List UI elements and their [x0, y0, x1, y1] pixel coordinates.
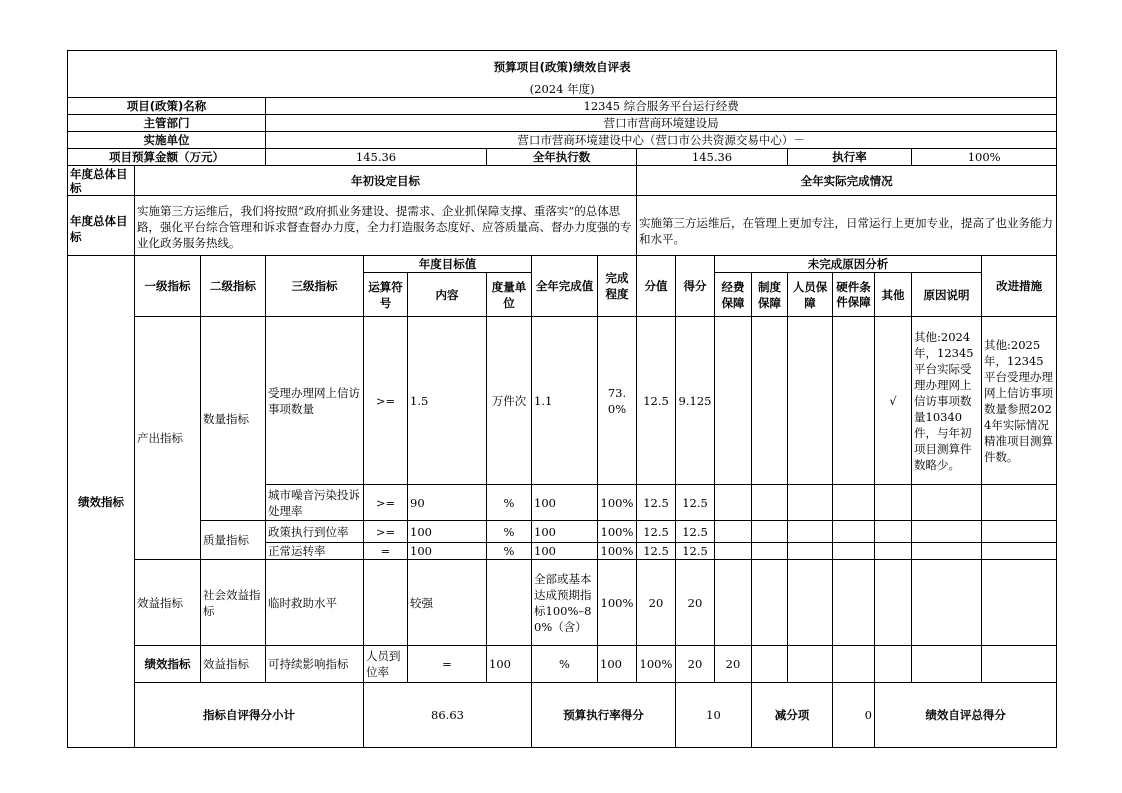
unit-label: 实施单位	[68, 132, 266, 149]
goal-label-short: 年度总体目标	[68, 166, 135, 196]
table-row-operator: >=	[364, 317, 408, 485]
table-row-actual: 1.1	[532, 317, 598, 485]
table-row-content: 100	[487, 646, 532, 683]
score-header: 得分	[676, 256, 715, 317]
rate-label: 执行率	[788, 149, 912, 166]
table-row-value: 12.5	[637, 521, 676, 543]
table-row-reason: 其他:2024年，12345平台实际受理办理网上信访事项数量10340件，与年初项目测算件数略少。	[912, 317, 982, 485]
budget-score-value: 10	[676, 683, 752, 748]
empty-cell	[715, 485, 752, 521]
unit-header: 度量单位	[487, 273, 532, 317]
table-row-value: 12.5	[637, 485, 676, 521]
empty-cell	[875, 646, 912, 683]
table-row-content: 较强	[408, 560, 487, 646]
initial-goal-text: 实施第三方运维后，我们将按照“政府抓业务建设、提需求、企业抓保障支撑、重落实”的总体思路，强化平台综合管理和诉求督查督办力度，全力打造服务态度好、应答质量高、督办力度强的专业化政务服务热线。	[135, 196, 637, 256]
table-row-completion: 73.0%	[598, 317, 637, 485]
empty-cell	[833, 543, 875, 560]
empty-cell	[788, 485, 833, 521]
empty-cell	[912, 560, 982, 646]
project-name-label: 项目(政策)名称	[68, 98, 266, 115]
table-row-content: 100	[408, 543, 487, 560]
actual-goal-header: 全年实际完成情况	[637, 166, 1057, 196]
empty-cell	[982, 560, 1057, 646]
table-row-value: 12.5	[637, 317, 676, 485]
empty-cell	[752, 560, 788, 646]
empty-cell	[982, 543, 1057, 560]
table-row-system	[752, 317, 788, 485]
annual-target-header: 年度目标值	[364, 256, 532, 273]
goal-label: 年度总体目标	[68, 196, 135, 256]
budget-score-label: 预算执行率得分	[532, 683, 676, 748]
empty-cell	[833, 521, 875, 543]
table-row-unit: 万件次	[487, 317, 532, 485]
quality-indicator-label: 质量指标	[201, 521, 266, 560]
budget-value: 145.36	[266, 149, 487, 166]
table-row-other-check: √	[875, 317, 912, 485]
social-indicator-label: 社会效益指标	[201, 560, 266, 646]
table-row-actual: 100	[532, 521, 598, 543]
table-row-score: 12.5	[676, 521, 715, 543]
table-row-operator: =	[364, 543, 408, 560]
indicator-label-2: 绩效指标	[135, 646, 201, 683]
table-row-completion: 100%	[637, 646, 676, 683]
deduct-label: 减分项	[752, 683, 833, 748]
table-row-score: 9.125	[676, 317, 715, 485]
table-row-unit: %	[487, 521, 532, 543]
project-name-value: 12345 综合服务平台运行经费	[266, 98, 1057, 115]
table-row-content: 90	[408, 485, 487, 521]
empty-cell	[752, 485, 788, 521]
empty-cell	[875, 485, 912, 521]
table-row-score: 20	[715, 646, 752, 683]
empty-cell	[752, 543, 788, 560]
empty-cell	[833, 646, 875, 683]
table-row-value: 20	[676, 646, 715, 683]
actual-header: 全年完成值	[532, 256, 598, 317]
table-row-completion: 100%	[598, 485, 637, 521]
table-row-operator: =	[408, 646, 487, 683]
table-row-actual: 全部或基本达成预期指标100%–80%（含）	[532, 560, 598, 646]
exec-value: 145.36	[637, 149, 788, 166]
hardware-header: 硬件条件保障	[833, 273, 875, 317]
level3-header: 三级指标	[266, 256, 364, 317]
score-value-header: 分值	[637, 256, 676, 317]
empty-cell	[982, 521, 1057, 543]
empty-cell	[833, 560, 875, 646]
content-header: 内容	[408, 273, 487, 317]
exec-label: 全年执行数	[487, 149, 637, 166]
empty-cell	[715, 543, 752, 560]
empty-cell	[788, 560, 833, 646]
empty-cell	[875, 543, 912, 560]
system-header: 制度保障	[752, 273, 788, 317]
table-row-unit: %	[532, 646, 598, 683]
table-row-unit: %	[487, 543, 532, 560]
empty-cell	[715, 560, 752, 646]
output-indicator-label: 产出指标	[135, 317, 201, 560]
empty-cell	[982, 646, 1057, 683]
subtotal-value: 86.63	[364, 683, 532, 748]
table-row-completion: 100%	[598, 560, 637, 646]
table-row-score: 20	[676, 560, 715, 646]
table-row-operator: >=	[364, 521, 408, 543]
table-row-score: 12.5	[676, 543, 715, 560]
deduct-value: 0	[833, 683, 875, 748]
table-row-name: 临时救助水平	[266, 560, 364, 646]
table-row-actual: 100	[598, 646, 637, 683]
benefit-indicator-label: 效益指标	[135, 560, 201, 646]
rate-value: 100%	[912, 149, 1057, 166]
benefit-indicator-label-2: 效益指标	[201, 646, 266, 683]
sustain-indicator-label: 可持续影响指标	[266, 646, 364, 683]
empty-cell	[788, 543, 833, 560]
table-row-name: 正常运转率	[266, 543, 364, 560]
operator-header: 运算符号	[364, 273, 408, 317]
performance-table	[67, 50, 1057, 748]
completion-header: 完成程度	[598, 256, 637, 317]
table-row-improve: 其他:2025年，12345平台受理办理网上信访事项数量参照2024年实际情况精准项目测算件数。	[982, 317, 1057, 485]
subtotal-label: 指标自评得分小计	[135, 683, 364, 748]
table-row-completion: 100%	[598, 543, 637, 560]
level2-header: 二级指标	[201, 256, 266, 317]
table-row-unit	[487, 560, 532, 646]
table-row-name: 人员到位率	[364, 646, 408, 683]
dept-label: 主管部门	[68, 115, 266, 132]
actual-goal-text: 实施第三方运维后，在管理上更加专注，日常运行上更加专业，提高了也业务能力和水平。	[637, 196, 1057, 256]
empty-cell	[912, 485, 982, 521]
initial-goal-header: 年初设定目标	[135, 166, 637, 196]
table-row-hardware	[833, 317, 875, 485]
level1-header: 一级指标	[135, 256, 201, 317]
table-row-name: 政策执行到位率	[266, 521, 364, 543]
table-row-value: 20	[637, 560, 676, 646]
other-header: 其他	[875, 273, 912, 317]
table-row-score: 12.5	[676, 485, 715, 521]
table-row-actual: 100	[532, 485, 598, 521]
table-row-name: 城市噪音污染投诉处理率	[266, 485, 364, 521]
table-row-operator	[364, 560, 408, 646]
improve-header: 改进措施	[982, 256, 1057, 317]
total-score-label: 绩效自评总得分	[875, 683, 1057, 748]
table-row-actual: 100	[532, 543, 598, 560]
empty-cell	[875, 521, 912, 543]
table-row-value: 12.5	[637, 543, 676, 560]
report-year: (2024 年度)	[68, 81, 1057, 98]
reason-analysis-header: 未完成原因分析	[715, 256, 982, 273]
table-row-staff	[788, 317, 833, 485]
table-row-name: 受理办理网上信访事项数量	[266, 317, 364, 485]
funding-header: 经费保障	[715, 273, 752, 317]
dept-value: 营口市营商环境建设局	[266, 115, 1057, 132]
empty-cell	[752, 521, 788, 543]
empty-cell	[788, 521, 833, 543]
table-row-unit: %	[487, 485, 532, 521]
indicator-label: 绩效指标	[68, 256, 135, 748]
quantity-indicator-label: 数量指标	[201, 317, 266, 521]
empty-cell	[752, 646, 788, 683]
empty-cell	[875, 560, 912, 646]
budget-label: 项目预算金额（万元）	[68, 149, 266, 166]
empty-cell	[912, 543, 982, 560]
empty-cell	[833, 485, 875, 521]
table-row-funding	[715, 317, 752, 485]
table-row-content: 1.5	[408, 317, 487, 485]
empty-cell	[982, 485, 1057, 521]
reason-desc-header: 原因说明	[912, 273, 982, 317]
empty-cell	[912, 521, 982, 543]
table-row-operator: >=	[364, 485, 408, 521]
empty-cell	[912, 646, 982, 683]
staff-header: 人员保障	[788, 273, 833, 317]
table-row-content: 100	[408, 521, 487, 543]
unit-value: 营口市营商环境建设中心（营口市公共资源交易中心）－	[266, 132, 1057, 149]
empty-cell	[788, 646, 833, 683]
empty-cell	[715, 521, 752, 543]
table-row-completion: 100%	[598, 521, 637, 543]
page-title: 预算项目(政策)绩效自评表	[68, 51, 1057, 81]
